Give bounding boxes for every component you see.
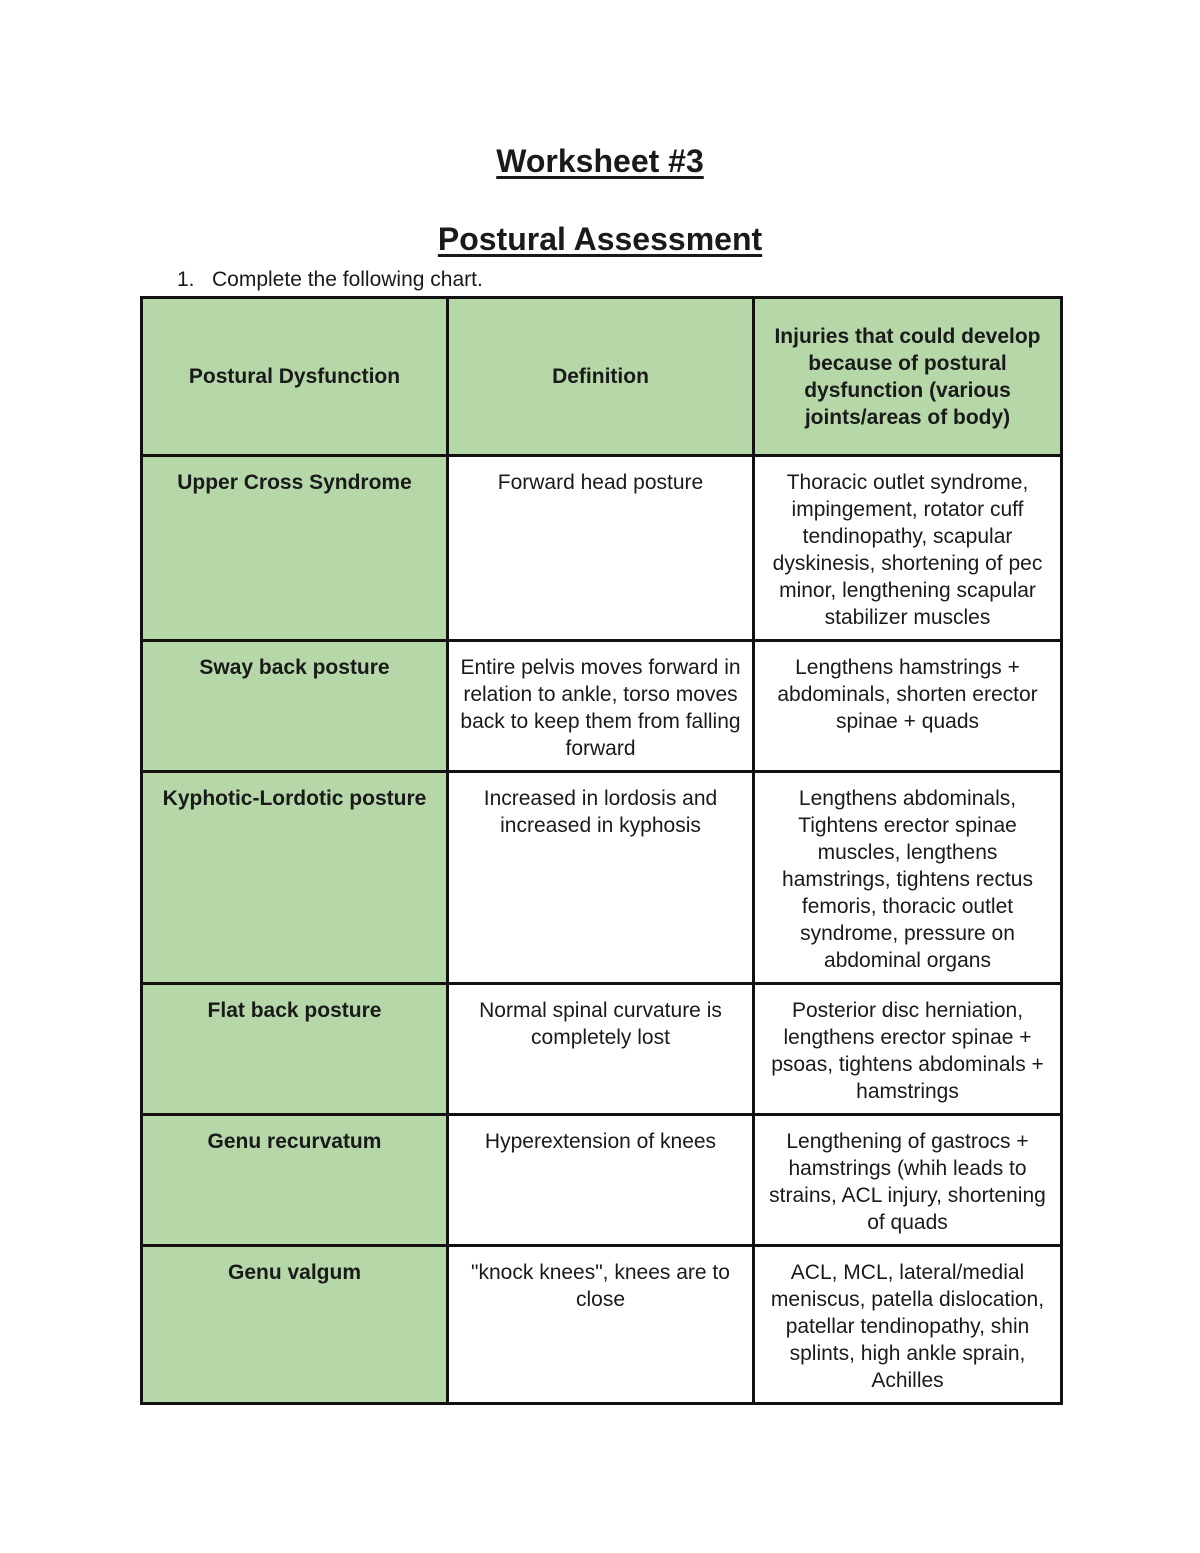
table-row xyxy=(142,772,1062,984)
dysfunction-cell: Genu recurvatum xyxy=(142,1115,448,1246)
table-row xyxy=(142,984,1062,1115)
table-header-row xyxy=(142,298,1062,456)
header-postural-dysfunction: Postural Dysfunction xyxy=(142,298,448,456)
postural-assessment-table xyxy=(140,296,1063,1405)
instruction-text: Complete the following chart. xyxy=(212,268,483,291)
table-row xyxy=(142,1115,1062,1246)
instruction xyxy=(177,267,483,293)
page-subtitle: Postural Assessment xyxy=(437,221,763,257)
injuries-cell: Lengthening of gastrocs + hamstrings (whih leads to strains, ACL injury, shortening of quads xyxy=(754,1115,1062,1246)
table-row xyxy=(142,456,1062,641)
header-definition: Definition xyxy=(448,298,754,456)
table-row xyxy=(142,641,1062,772)
definition-cell: Entire pelvis moves forward in relation to ankle, torso moves back to keep them from falling forward xyxy=(448,641,754,772)
page-title: Worksheet #3 xyxy=(496,143,704,179)
injuries-cell: Lengthens hamstrings + abdominals, shorten erector spinae + quads xyxy=(754,641,1062,772)
definition-cell: Hyperextension of knees xyxy=(448,1115,754,1246)
dysfunction-cell: Kyphotic-Lordotic posture xyxy=(142,772,448,984)
dysfunction-cell: Flat back posture xyxy=(142,984,448,1115)
dysfunction-cell: Genu valgum xyxy=(142,1246,448,1404)
injuries-cell: Posterior disc herniation, lengthens erector spinae + psoas, tightens abdominals + hamstrings xyxy=(754,984,1062,1115)
dysfunction-cell: Upper Cross Syndrome xyxy=(142,456,448,641)
definition-cell: Normal spinal curvature is completely lost xyxy=(448,984,754,1115)
injuries-cell: Lengthens abdominals, Tightens erector spinae muscles, lengthens hamstrings, tightens rectus femoris, thoracic outlet syndrome, pressure on abdominal organs xyxy=(754,772,1062,984)
definition-cell: Forward head posture xyxy=(448,456,754,641)
definition-cell: Increased in lordosis and increased in kyphosis xyxy=(448,772,754,984)
header-injuries: Injuries that could develop because of postural dysfunction (various joints/areas of body) xyxy=(754,298,1062,456)
dysfunction-cell: Sway back posture xyxy=(142,641,448,772)
instruction-number: 1. xyxy=(177,268,195,291)
injuries-cell: ACL, MCL, lateral/medial meniscus, patella dislocation, patellar tendinopathy, shin splints, high ankle sprain, Achilles xyxy=(754,1246,1062,1404)
definition-cell: "knock knees", knees are to close xyxy=(448,1246,754,1404)
table-row xyxy=(142,1246,1062,1404)
injuries-cell: Thoracic outlet syndrome, impingement, rotator cuff tendinopathy, scapular dyskinesis, shortening of pec minor, lengthening scapular stabilizer muscles xyxy=(754,456,1062,641)
